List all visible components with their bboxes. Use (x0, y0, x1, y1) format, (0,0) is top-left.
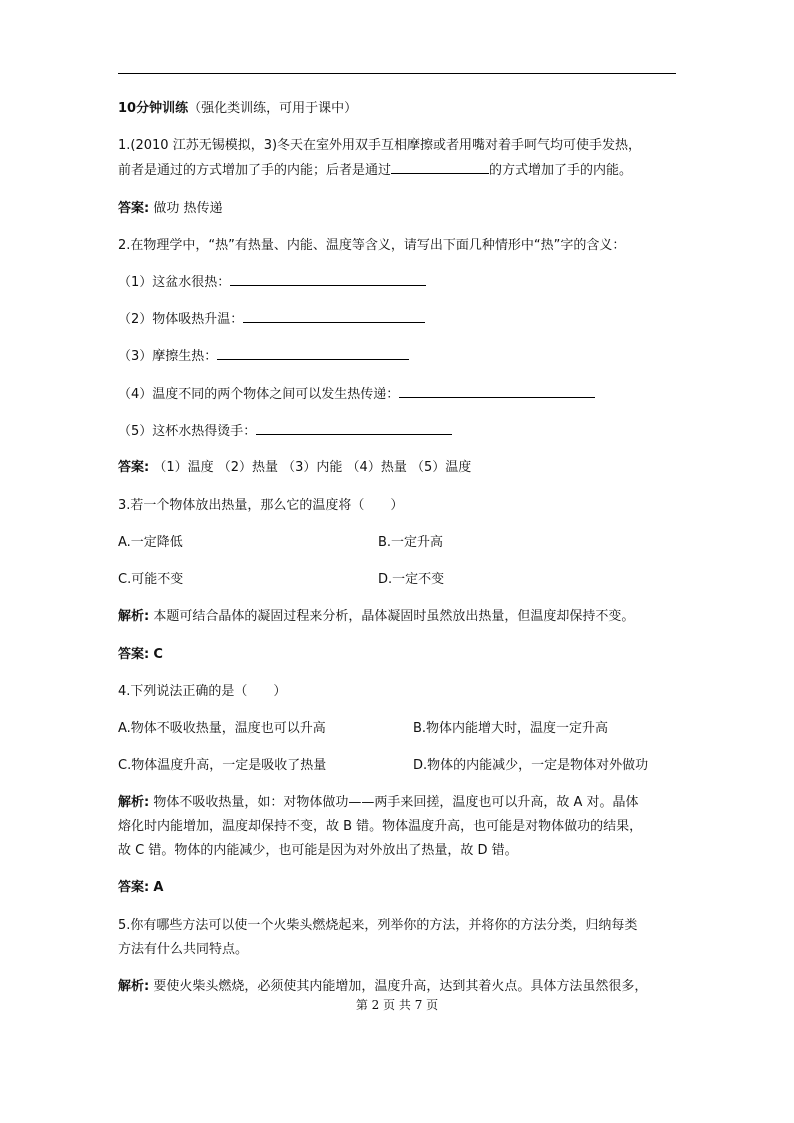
answer-text: （1）温度 （2）热量 （3）内能 （4）热量 （5）温度 (153, 460, 472, 475)
analysis-text: 本题可结合晶体的凝固过程来分析，晶体凝固时虽然放出热量，但温度却保持不变。 (153, 609, 635, 624)
answer-label: 答案: (118, 460, 150, 475)
q1-stem-part2: 的方式增加了手的内能。 (489, 163, 633, 178)
q2-item-label: （2）物体吸热升温： (118, 312, 244, 327)
analysis-label: 解析: (118, 795, 150, 810)
q3-option-a: A.一定降低 (118, 535, 183, 550)
q2-item-5 (118, 422, 452, 441)
q1-stem-part1: 前者是通过的方式增加了手的内能；后者是通过 (118, 163, 392, 178)
q2-blank-1[interactable] (230, 273, 426, 286)
answer-text: A (153, 880, 164, 895)
q2-stem: 2.在物理学中，“热”有热量、内能、温度等含义，请写出下面几种情形中“热”字的含义： (118, 238, 626, 253)
q4-option-c: C.物体温度升高，一定是吸收了热量 (118, 758, 327, 773)
answer-label: 答案: (118, 880, 150, 895)
q3-answer (118, 646, 163, 664)
q4-analysis-line1 (118, 794, 639, 812)
analysis-label: 解析: (118, 609, 150, 624)
q2-item-2 (118, 310, 425, 329)
section-heading (118, 100, 357, 118)
section-note: （强化类训练，可用于课中） (188, 101, 358, 116)
q1-answer (118, 200, 222, 218)
q2-item-label: （5）这杯水热得烫手： (118, 424, 257, 439)
answer-label: 答案: (118, 647, 150, 662)
q2-blank-2[interactable] (243, 310, 425, 323)
q2-item-label: （3）摩擦生热： (118, 349, 218, 364)
q1-stem-line1: 1.(2010 江苏无锡模拟，3)冬天在室外用双手互相摩擦或者用嘴对着手呵气均可使手发热， (118, 138, 642, 153)
q2-item-label: （1）这盆水很热： (118, 275, 231, 290)
analysis-text: 物体不吸收热量，如：对物体做功——两手来回搓，温度也可以升高，故 A 对。晶体 (153, 795, 639, 810)
q2-item-4 (118, 385, 595, 404)
q3-option-c: C.可能不变 (118, 572, 184, 587)
q3-option-b: B.一定升高 (378, 535, 444, 550)
analysis-label: 解析: (118, 979, 150, 994)
q4-option-a: A.物体不吸收热量，温度也可以升高 (118, 721, 326, 736)
q5-stem-line2: 方法有什么共同特点。 (118, 942, 249, 957)
answer-text: C (153, 647, 163, 662)
q2-answer (118, 459, 471, 477)
q1-stem-line2 (118, 161, 632, 180)
answer-label: 答案: (118, 201, 150, 216)
q4-stem: 4.下列说法正确的是（ ） (118, 684, 287, 699)
q4-option-d: D.物体的内能减少，一定是物体对外做功 (413, 758, 649, 773)
page-footer: 第 2 页 共 7 页 (355, 998, 439, 1012)
q4-answer (118, 879, 163, 897)
q2-item-3 (118, 347, 409, 366)
q2-item-label: （4）温度不同的两个物体之间可以发生热传递： (118, 387, 400, 402)
q3-option-d: D.一定不变 (378, 572, 445, 587)
q2-blank-4[interactable] (399, 385, 595, 398)
q4-analysis-line2: 熔化时内能增加，温度却保持不变，故 B 错。物体温度升高，也可能是对物体做功的结果， (118, 819, 643, 834)
q2-blank-3[interactable] (217, 347, 409, 360)
q2-item-1 (118, 273, 426, 292)
section-title: 10分钟训练 (118, 101, 189, 116)
analysis-text: 要使火柴头燃烧，必须使其内能增加，温度升高，达到其着火点。具体方法虽然很多， (153, 979, 648, 994)
q3-stem: 3.若一个物体放出热量，那么它的温度将（ ） (118, 498, 404, 513)
q2-blank-5[interactable] (256, 422, 452, 435)
q4-analysis-line3: 故 C 错。物体的内能减少，也可能是因为对外放出了热量，故 D 错。 (118, 843, 518, 858)
q5-stem-line1: 5.你有哪些方法可以使一个火柴头燃烧起来，列举你的方法，并将你的方法分类，归纳每类 (118, 918, 638, 933)
answer-text: 做功 热传递 (153, 201, 223, 216)
header-rule (118, 73, 676, 74)
q4-option-b: B.物体内能增大时，温度一定升高 (413, 721, 609, 736)
q1-blank[interactable] (391, 161, 489, 174)
q5-analysis (118, 978, 647, 996)
q3-analysis (118, 608, 634, 626)
